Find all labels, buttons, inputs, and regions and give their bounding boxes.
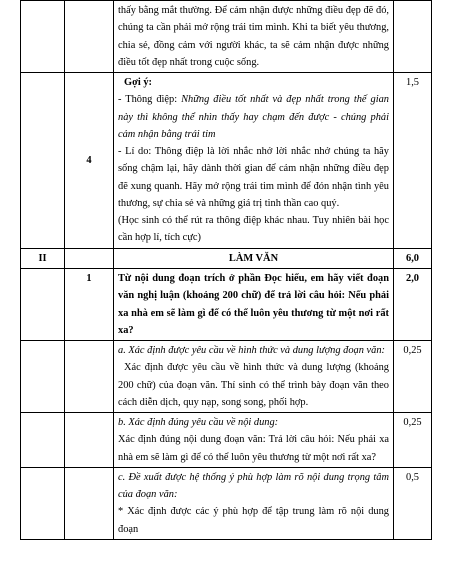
table-row (21, 413, 432, 468)
criterion-text: Xác định được yêu cầu về hình thức và dung lượng (khoảng 200 chữ) của đoạn văn. Thí sinh có thể trình bày đoạn văn theo cách diễn dịch, quy nạp, song song, phối hợp. (118, 362, 389, 408)
message-text: Những điều tốt nhất và đẹp nhất trong thế gian này thì không thể nhìn thấy hay chạm đến được - chúng phải cảm nhận bằng trái tim (118, 94, 389, 140)
question-number: 4 (65, 73, 114, 249)
criterion-text: Xác định đúng nội dung đoạn văn: Trả lời câu hỏi: Nếu phải xa nhà em sẽ làm gì để có thể luôn yêu thương từ một nơi rất xa? (118, 434, 389, 463)
answer-cell (114, 73, 394, 249)
message-label: - Thông điệp: (118, 94, 182, 106)
criterion-heading: a. Xác định được yêu cầu về hình thức và dung lượng đoạn văn: (118, 345, 386, 357)
question-number-cell (65, 248, 114, 268)
section-title: LÀM VĂN (114, 248, 394, 268)
table-row (21, 1, 432, 73)
criterion-heading: b. Xác định đúng yêu cầu về nội dung: (118, 417, 279, 429)
criterion-score: 0,25 (394, 341, 432, 413)
message-paragraph (118, 91, 389, 143)
question-text: Từ nội dung đoạn trích ở phần Đọc hiểu, em hãy viết đoạn văn nghị luận (khoảng 200 chữ) để trả lời câu hỏi: Nếu phải xa nhà em sẽ làm gì để có thể luôn yêu thương từ một nơi rất xa? (114, 268, 394, 340)
criterion-text: * Xác định được các ý phù hợp để tập trung làm rõ nội dung đoạn (118, 506, 389, 535)
criterion-cell (114, 413, 394, 468)
section-cell (21, 1, 65, 73)
criterion-cell (114, 341, 394, 413)
question-number-cell (65, 1, 114, 73)
section-cell (21, 413, 65, 468)
note-paragraph: (Học sinh có thể rút ra thông điệp khác nhau. Tuy nhiên bài học cần hợp lí, tích cực) (118, 215, 389, 244)
question-number: 1 (65, 268, 114, 340)
hint-heading: Gợi ý: (124, 77, 152, 89)
reason-paragraph: - Lí do: Thông điệp là lời nhắc nhở lời nhắc nhở chúng ta hãy sống chậm lại, hãy dành thời gian để cảm nhận những điều đẹp đẽ xung quanh. Hãy mở rộng trái tim mình để đón nhận tình yêu thương, sự chia sẻ và những giá trị tinh thần cao quý. (118, 146, 389, 209)
table-row (21, 341, 432, 413)
section-cell (21, 467, 65, 539)
grading-table (20, 0, 432, 540)
answer-text: thấy bằng mắt thường. Để cảm nhận được những điều đẹp đẽ đó, chúng ta cần phải mở rộng trái tim mình. Khi ta biết yêu thương, chia sẻ, đồng cảm với người khác, ta sẽ cảm nhận được những điều tốt đẹp nhất trong cuộc sống. (114, 1, 394, 73)
question-number-cell (65, 413, 114, 468)
question-number-cell (65, 467, 114, 539)
section-cell (21, 268, 65, 340)
table-row (21, 73, 432, 249)
section-number: II (21, 248, 65, 268)
table-row (21, 268, 432, 340)
criterion-heading: c. Đề xuất được hệ thống ý phù hợp làm rõ nội dung trọng tâm của đoạn văn: (118, 471, 389, 501)
score-value: 1,5 (394, 73, 432, 249)
table-row (21, 467, 432, 539)
section-score: 6,0 (394, 248, 432, 268)
question-number-cell (65, 341, 114, 413)
criterion-cell (114, 467, 394, 539)
section-cell (21, 341, 65, 413)
table-row (21, 248, 432, 268)
criterion-score: 0,25 (394, 413, 432, 468)
criterion-score: 0,5 (394, 467, 432, 539)
score-cell (394, 1, 432, 73)
section-cell (21, 73, 65, 249)
question-score: 2,0 (394, 268, 432, 340)
